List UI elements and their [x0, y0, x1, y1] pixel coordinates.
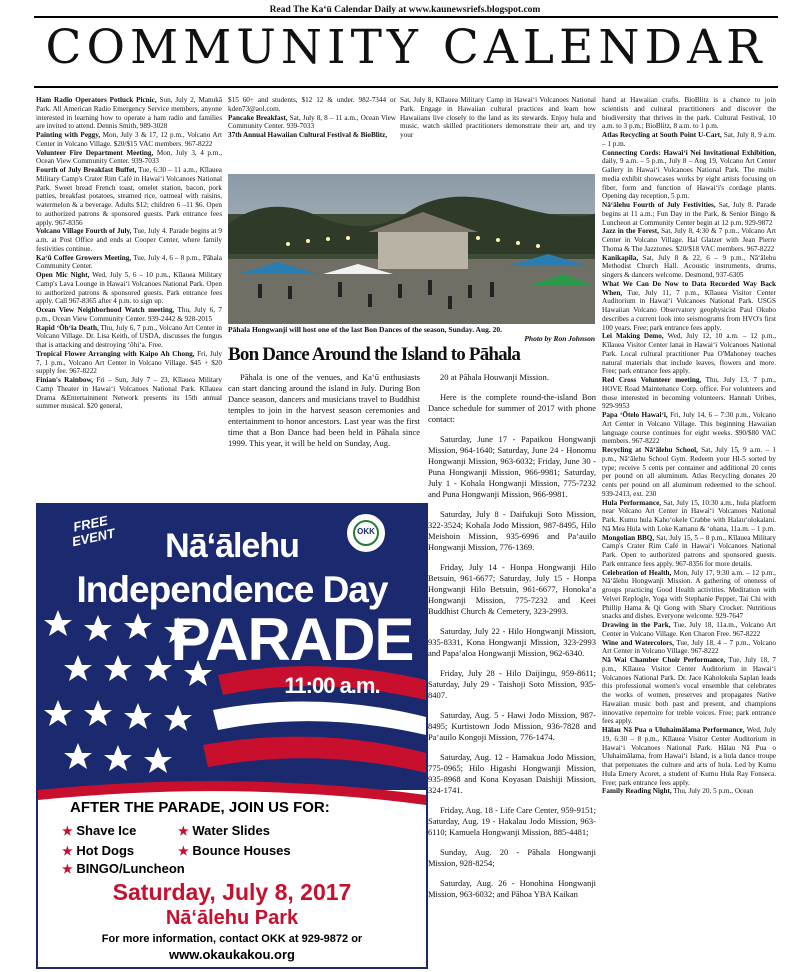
ad-item-label: Hot Dogs — [76, 843, 135, 858]
ad-place: Nā‘ālehu Park — [165, 907, 299, 929]
calendar-entry-text: Sun, July 2, Manukā Park. All American Radio Emergency Service members, anyone interested in learning how to operate a ham radio and families are invited to attend. Dennis Smith, 989-3028 — [36, 96, 222, 131]
calendar-entry — [228, 131, 396, 140]
calendar-entry-title: Jazz in the Forest, — [602, 227, 659, 236]
ad-item-water-slides — [178, 823, 270, 838]
article-paragraph: Saturday, Aug. 5 - Hawi Jodo Mission, 987-8495; Kurtistown Jodo Mission, 936-7828 and Pa‘auilo Kongoji Mission, 776-1474. — [428, 710, 596, 742]
calendar-entry-text: Sat, July 8, 8 – 11 a.m., Ocean View Community Center. 939-7033 — [228, 113, 396, 131]
star-icon: ★ — [178, 844, 189, 858]
calendar-entry-title: Ham Radio Operators Potluck Picnic, — [36, 96, 157, 104]
calendar-entry — [602, 254, 776, 280]
ad-item-label: Bounce Houses — [192, 843, 291, 858]
ad-after-parade: AFTER THE PARADE, JOIN US FOR: — [70, 799, 330, 816]
calendar-entry-title: Open Mic Night, — [36, 271, 90, 279]
calendar-entry-text: Fri, July 14, 6 – 7:30 p.m., Volcano Art Center in Volcano Village. This beginning Hawaiian language course continues for eight weeks. $90/$80 VAC members. 967-8222 — [602, 411, 776, 446]
article-paragraph: Here is the complete round-the-island Bon Dance schedule for summer of 2017 with phone contact: — [428, 392, 596, 424]
calendar-entry — [36, 350, 222, 376]
calendar-entry-text: Wed, July 12, 10 a.m. – 12 p.m., Kīlauea Visitor Center lanai in Hawai‘i Volcanoes National Park. Local cultural practitioner Pua O'Mahoney teaches natural materials that include leaves, flowers and more. Free; park entrance fees apply. — [602, 332, 776, 376]
calendar-entry-title: Celebration of Health, — [602, 568, 672, 577]
article-paragraph: Sunday, Aug. 20 - Pāhala Hongwanji Mission, 928-8254; — [428, 847, 596, 868]
calendar-entry-text: Sat, July 8. Parade begins at 11 a.m.; Fun Day in the Park, & Senior Bingo & Luncheon at Community Center begin at 12 p.m. 929-9872 — [602, 201, 776, 227]
calendar-entry-text: Wed, July 19, 6:30 – 8 p.m., Kīlauea Visitor Center Auditorium in Hawai‘i Volcanoes National Park. Hālau Nā Pua o Uluhaimālama, from Hawai‘i Island, is a hula dance troupe that perpetuates the culture and arts of hula. Led by Kumu Hula Emery Acoret, a student of Kumu Hula Ray Fonseca. Free; park entrance fees apply. — [602, 726, 776, 787]
calendar-entry-text: Thu, July 13, 7 p.m., HOVE Road Maintenance Corp. office. For volunteers and those interested in becoming volunteers. Hannah Uribes, 929-9953 — [602, 376, 776, 411]
calendar-entry-title: Ocean View Neighborhood Watch meeting, — [36, 306, 175, 314]
calendar-entry — [36, 227, 222, 253]
calendar-entry — [602, 96, 776, 131]
calendar-entry-text: Sat, July 8, 4:30 & 7 p.m., Volcano Art Center in Volcano Village. Hal Glatzer with Jean Pierre Thoma & The Jazztones. $20/$18 VAC members. 967-8222 — [602, 227, 776, 253]
calendar-entry — [602, 787, 776, 796]
calendar-entry — [36, 376, 222, 411]
calendar-entry — [602, 280, 776, 333]
calendar-entry — [602, 639, 776, 657]
calendar-entry-title: Ka‘ū Coffee Growers Meeting, — [36, 253, 132, 262]
ad-item-bounce-houses — [178, 843, 291, 858]
calendar-entry-text: Fri, July 7, 1 p.m., Volcano Art Center in Volcano Village. $45 + $20 supply fee. 967-8222 — [36, 349, 222, 376]
calendar-entry-text: Fri – Sun, July 7 – 23, Kīlauea Military Camp Theater in Hawai‘i Volcanoes National Park. Kīlauea Drama &Entertainment Network presents its 15th annual summer musical. $20 general, — [36, 376, 222, 411]
calendar-entry-title: Red Cross Volunteer meeting, — [602, 376, 702, 384]
calendar-column-3 — [400, 96, 596, 171]
calendar-entry-text: Tue, July 18, 7 p.m., Kīlauea Visitor Center Auditorium in Hawai‘i Volcanoes National Park. Dr. Jace Kaholokula Saplan leads this professional women's vocal ensemble that celebrates the works of women, preserves and propagates Native Hawaiian music both past and present, and champions innovative repertoire for treble voices. Free; park entrance fees apply. — [602, 656, 776, 726]
star-icon: ★ — [178, 824, 189, 838]
calendar-entry-title: Pancake Breakfast, — [228, 113, 288, 122]
calendar-entry-title: Family Reading Night, — [602, 787, 672, 796]
calendar-entry-title: Kanikapila, — [602, 253, 639, 262]
calendar-entry-title: Rapid ‘Ōh‘ia Death, — [36, 323, 99, 332]
article-body-left — [228, 372, 420, 490]
ad-item-label: BINGO/Luncheon — [76, 861, 185, 876]
calendar-entry-text: Sat, July 15, 9 a.m. – 1 p.m., Nā‘ālehu School Gym. Redeem your HI-5 sorted by type; receive 5 cents per container and additional 20 cents per pound on all aluminum. Atlas Recycling donates 20 cents per pound on all aluminum redeemed to the school. 939-2413, ext. 230 — [602, 446, 776, 498]
calendar-entry — [602, 446, 776, 499]
photo-caption — [228, 325, 595, 343]
calendar-entry-text: hand at Hawaiian crafts. BioBlitz is a chance to join scientists and cultural practitioners and discover the biodiversity that thrives in the park. Cultural Festival, 10 a.m. to 3 p.m.; BioBlitz, 8 a.m. to 1 p.m. — [602, 96, 776, 131]
calendar-entry-title: Hālau Nā Pua o Uluhaimālama Performance, — [602, 726, 745, 734]
calendar-entry — [602, 621, 776, 639]
star-icon: ★ — [62, 844, 73, 858]
calendar-entry-title: Painting with Peggy, — [36, 131, 101, 139]
article-paragraph: Friday, Aug. 18 - Life Care Center, 959-9151; Saturday, Aug. 19 - Hakalau Jodo Mission, 963-6110; Kamuela Hongwanji Mission, 885-4481; — [428, 805, 596, 837]
ad-date: Saturday, July 8, 2017 — [112, 879, 352, 905]
calendar-entry-text: Tue, July 11, 7 p.m., Kīlauea Visitor Center Auditorium in Hawai‘i Volcanoes National Park. USGS Hawaiian Volcano Observatory geophysicist Paul Okubo describes a current look into seismograms from HVO's first 100 years. Free; park entrance fees apply. — [602, 288, 776, 332]
calendar-entry — [602, 332, 776, 376]
calendar-entry-text: Sat, July 8, Kīlauea Military Camp in Hawai‘i Volcanoes National Park. Engage in Hawaiian cultural practices and learn how Hawaiians live closely to the land as its stewards. Enjoy hula and music, watch skilled practitioners demonstrate their art, and try your — [400, 96, 596, 139]
calendar-entry-text: Thu, July 6, 7 p.m., Volcano Art Center in Volcano Village. Dr. Lisa Keith, of USDA, discusses the fungus that is attacking and destroying ‘ōhi‘a. Free. — [36, 323, 222, 349]
article-paragraph: 20 at Pāhala Houwanji Mission. — [440, 372, 549, 382]
masthead-rule — [34, 86, 778, 88]
ad-title-line3: PARADE — [170, 606, 414, 673]
calendar-entry-title: Volcano Village Fourth of July, — [36, 227, 132, 236]
calendar-entry — [400, 96, 596, 140]
calendar-entry-text: Sat, July 8 & 22, 6 – 9 p.m., Nā‘ālehu Methodist Church Hall. Acoustic instruments, drums, singers & dancers welcome. Desmond, 937-6305 — [602, 253, 776, 279]
calendar-entry — [602, 726, 776, 787]
bon-dance-photo — [228, 174, 595, 324]
calendar-entry — [602, 411, 776, 446]
article-paragraph: Saturday, July 8 - Daifukuji Soto Mission, 322-3524; Kohala Jodo Mission, 987-8495, Hilo Meishoin Mission, 935-6996 and Pa‘auilo Hongwanji Mission, 776-1369. — [428, 509, 596, 552]
calendar-entry — [228, 114, 396, 132]
star-icon: ★ — [62, 862, 73, 876]
calendar-entry — [602, 149, 776, 202]
calendar-entry — [228, 96, 396, 114]
calendar-entry — [36, 324, 222, 350]
calendar-entry — [602, 534, 776, 569]
calendar-entry-title: Nā Wai Chamber Choir Performance, — [602, 656, 726, 664]
calendar-entry-title: Recycling at Nā‘ālehu School, — [602, 446, 698, 454]
calendar-entry-text: Tue, July 18, 4 – 7 p.m., Volcano Art Center in Volcano Village. 967-8222 — [602, 638, 776, 656]
article-paragraph: Friday, July 14 - Honpa Hongwanji Hilo Betsuin, 961-6677; Saturday, July 15 - Honpa Hongwanji Hilo Betsuin, 961-6677, Honoka‘a Hongwanji Mission, 775-7232 and Keei Buddhist Church & Cemetery, 323-2993. — [428, 562, 596, 616]
calendar-column-4 — [602, 96, 776, 968]
ad-title-line2: Independence Day — [76, 569, 388, 610]
calendar-entry-text: Sat, July 8, 9 a.m. – 1 p.m. — [602, 131, 776, 148]
calendar-entry — [602, 201, 776, 227]
calendar-entry — [36, 149, 222, 167]
article-paragraph: Pāhala is one of the venues, and Ka‘ū enthusiasts can start dancing around the island in July. During Bon Dance season, dancers and musicians travel to Buddhist temples to join in the harvest season ceremonies and entertainment to honor ancestors. Last year was the first time that a Bon Dance had been held in Pāhala since 1999. This year, it will be held on Sunday, Aug. — [228, 372, 420, 448]
calendar-entry — [602, 656, 776, 726]
calendar-entry — [36, 271, 222, 306]
calendar-entry-title: Fourth of July Breakfast Buffet, — [36, 166, 137, 174]
calendar-entry-title: What We Can Do Now to Data Recorded Way Back When, — [602, 279, 776, 297]
article-paragraph: Saturday, July 22 - Hilo Hongwanji Mission, 935-8331, Kona Hongwanji Mission, 323-2993 and Papa‘aloa Hongwanji Mission, 962-6340. — [428, 626, 596, 658]
article-paragraph: Friday, July 28 - Hilo Daijingu, 959-8611; Saturday, July 29 - Taishoji Soto Mission, 935-8407. — [428, 668, 596, 700]
calendar-entry-text: Mon, July 17, 9:30 a.m. – 12 p.m., Nā‘ālehu Hongwanji Mission. A gathering of oneness of groups practicing Good Health activities. Meditation with Velvet Replogle, Yoga with Stephanie Pepper, Tai Chi with Phillip Hama & Qi Gong with Shary Crocker. Nutritious snacks and dishes. Everyone welcome. 929-7647 — [602, 568, 776, 621]
calendar-entry-title: 37th Annual Hawaiian Cultural Festival & BioBlitz, — [228, 131, 388, 139]
calendar-entry-title: Hula Performance, — [602, 498, 662, 507]
calendar-entry-title: Nā‘ālehu Fourth of July Festivities, — [602, 201, 716, 209]
top-banner: Read The Ka‘ū Calendar Daily at www.kaunewsriefs.blogspot.com — [269, 5, 541, 15]
calendar-entry — [602, 499, 776, 534]
photo-credit: Photo by Ron Johnson — [524, 334, 595, 343]
calendar-entry — [36, 131, 222, 149]
calendar-entry-text: Tue, 6:30 – 11 a.m., Kīlauea Military Camp's Crater Rim Café in Hawai‘i Volcanoes National Park. Sweet bread French toast, omelet station, bacon, pork patties, breakfast potatoes, steamed rice, oatmeal with raisins, watermelon & a beverage. Adults $12; children 6 –11 $6. Open to authorized patrons & sponsored guests. Park entrance fees apply. 967-8356 — [36, 166, 222, 227]
photo-caption-text: Pāhala Hongwanji will host one of the last Bon Dances of the season, Sunday. Aug. 20. — [228, 325, 502, 334]
calendar-entry — [602, 376, 776, 411]
calendar-entry-text: $15 60+ and students, $12 12 & under. 982-7344 or kden73@aol.com. — [228, 96, 396, 113]
calendar-entry-text: Tue, July 18, 11a.m., Volcano Art Center in Volcano Village. Ken Charon Free. 967-8222 — [602, 621, 776, 638]
calendar-column-1 — [36, 96, 222, 522]
calendar-entry — [36, 96, 222, 131]
ad-item-hot-dogs — [62, 843, 134, 858]
bon-dance-photo-image — [228, 174, 595, 324]
calendar-entry-title: Tropical Flower Arranging with Kaipo Ah Chong, — [36, 349, 195, 358]
calendar-entry-text: daily, 9 a.m. – 5 p.m., July 8 – Aug 19, Volcano Art Center Gallery in Hawai‘i Volcanoes National Park. The multi-media exhibit showcases works by eight artists focusing on fiber, form and function of Hawai‘i's cordage plants. Opening day reception, 5 p.m. — [602, 157, 776, 201]
ad-time: 11:00 a.m. — [284, 673, 380, 698]
calendar-entry-title: Drawing in the Park, — [602, 621, 671, 629]
ad-item-label: Water Slides — [192, 823, 270, 838]
calendar-entry — [36, 166, 222, 227]
article-body-right — [428, 372, 596, 968]
calendar-entry-text: Mon, July 3, 4 p.m., Ocean View Community Center. 939-7033 — [36, 148, 222, 166]
calendar-entry-text: Mon, July 3 & 17, 12 p.m., Volcano Art Center in Volcano Village. $20/$15 VAC members. 967-8222 — [36, 131, 222, 148]
calendar-entry-text: Sat, July 15, 10:30 a.m., hula platform near Volcano Art Center in Hawai‘i Volcanoes National Park. Kumu hula Kaho‘okele Crabbe with Halau‘olokalani. Nā Mea Hula with Loke Kamanu & ‘ohana, 11a.m. – 1 p.m. — [602, 498, 776, 533]
calendar-entry — [36, 306, 222, 324]
parade-advertisement — [36, 503, 428, 969]
calendar-entry-text: Thu, July 6, 7 p.m., Ocean View Community Center. 939-2442 & 928-2015 — [36, 306, 222, 323]
ad-item-bingo — [62, 861, 185, 876]
calendar-entry — [602, 569, 776, 622]
calendar-entry — [602, 131, 776, 149]
ad-title-line1: Nā‘ālehu — [165, 527, 299, 565]
article-headline: Bon Dance Around the Island to Pāhala — [228, 344, 521, 365]
calendar-entry-text: Wed, July 5, 6 – 10 p.m., Kīlauea Military Camp's Lava Lounge in Hawai‘i Volcanoes National Park. Open to authorized patrons & sponsored guests. Park entrance fees apply. Call 967-8365 after 4 p.m. to sign up. — [36, 271, 222, 306]
calendar-column-2 — [228, 96, 396, 171]
calendar-entry-title: Papa ‘Ōtelo Hawai‘i, — [602, 411, 668, 419]
ad-item-label: Shave Ice — [76, 823, 137, 838]
masthead: COMMUNITY CALENDAR — [45, 20, 767, 75]
calendar-entry — [602, 227, 776, 253]
calendar-entry-text: Tue, July 4. Parade begins at 9 a.m. at Post Office and ends at Cooper Center, where family festivities continue. — [36, 227, 222, 253]
okk-logo-text: OKK — [357, 527, 375, 536]
calendar-entry-title: Volunteer Fire Department Meeting, — [36, 148, 154, 157]
calendar-entry-title: Lei Making Demo, — [602, 332, 664, 341]
calendar-entry-title: Connecting Cords: Hawai‘i Nei Invitational Exhibition, — [602, 148, 776, 157]
free-event-badge: FREE EVENT — [70, 512, 117, 550]
calendar-entry-text: Thu, July 20, 5 p.m., Ocean — [671, 787, 754, 796]
ad-item-shave-ice — [62, 823, 136, 838]
calendar-entry — [36, 254, 222, 272]
calendar-entry-text: Sat, July 15, 5 – 8 p.m., Kīlauea Military Camp's Crater Rim Café in Hawai‘i Volcanoes National Park. Open to authorized patrons and sponsored guests. Park entrance fees apply. 967-8356 for more details. — [602, 533, 776, 568]
calendar-entry-title: Mongolian BBQ, — [602, 533, 655, 542]
calendar-entry-title: Finian's Rainbow, — [36, 376, 94, 384]
article-paragraph: Saturday, Aug. 26 - Honohina Hongwanji Mission, 963-6032; and Pāhoa YBA Kaikan — [428, 878, 596, 899]
calendar-entry-text: Tue, July 4, 6 – 8 p.m., Pāhala Community Center. — [36, 253, 222, 271]
calendar-entry-title: Atlas Recycling at South Point U-Cart, — [602, 131, 722, 139]
article-paragraph: Saturday, June 17 - Papaikou Hongwanji Mission, 964-1640; Saturday, June 24 - Honomu Hongwanji Mission, 963-6032; Friday, June 30 - Puna Hongwanji Mission, 966-9981; Saturday, July 1 - Kohala Hongwanji Mission, 775-7232 and Puna Hongwanji Mission, 966-9981. — [428, 434, 596, 499]
calendar-entry-title: Wine and Watercolors, — [602, 638, 674, 647]
article-paragraph: Saturday, Aug. 12 - Hamakua Jodo Mission, 775-0965; Hilo Higashi Hongwanji Mission, 935-8968 and Kona Koyasan Daishiji Mission, 324-1741. — [428, 752, 596, 795]
ad-url: www.okaukakou.org — [169, 947, 295, 962]
star-icon: ★ — [62, 824, 73, 838]
ad-info: For more information, contact OKK at 929-9872 or — [101, 933, 363, 945]
